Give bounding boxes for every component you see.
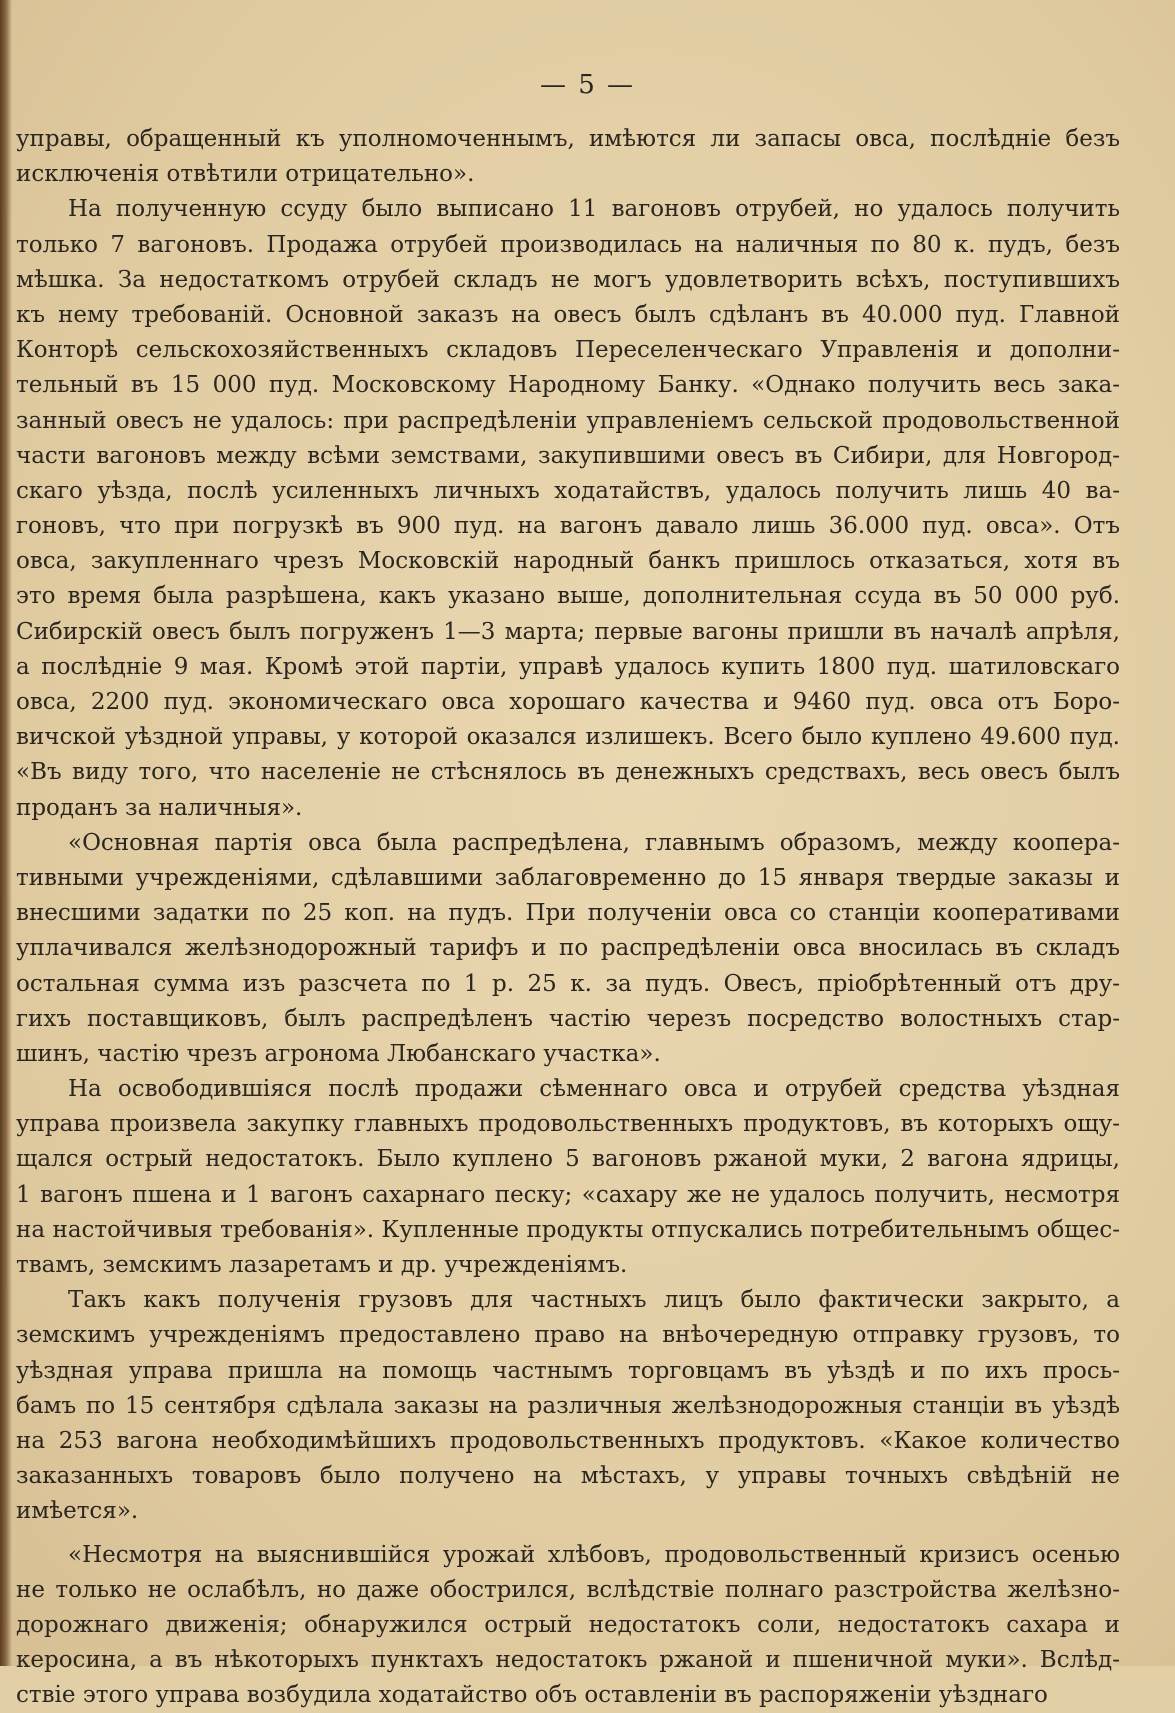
text-line: На полученную ссуду было выписано 11 вагоновъ отрубей, но удалось получить (16, 192, 1120, 227)
text-line: управы, обращенный къ уполномоченнымъ, имѣются ли запасы овса, послѣдніе безъ (16, 122, 1120, 157)
text-line: Конторѣ сельскохозяйственныхъ складовъ Переселенческаго Управленія и дополни- (16, 333, 1120, 368)
text-line: «Несмотря на выяснившійся урожай хлѣбовъ, продовольственный кризисъ осенью (16, 1538, 1120, 1573)
paragraph (16, 1283, 1120, 1529)
paragraph (16, 192, 1120, 825)
text-line: заказанныхъ товаровъ было получено на мѣстахъ, у управы точныхъ свѣдѣній не (16, 1459, 1120, 1494)
text-line: земскимъ учрежденіямъ предоставлено право на внѣочередную отправку грузовъ, то (16, 1318, 1120, 1353)
paragraph (16, 122, 1120, 192)
text-line: Такъ какъ полученія грузовъ для частныхъ лицъ было фактически закрыто, а (16, 1283, 1120, 1318)
text-line: бамъ по 15 сентября сдѣлала заказы на различныя желѣзнодорожныя станціи въ уѣздѣ (16, 1389, 1120, 1424)
text-line: управа произвела закупку главныхъ продовольственныхъ продуктовъ, въ которыхъ ощу- (16, 1107, 1120, 1142)
text-line: это время была разрѣшена, какъ указано выше, дополнительная ссуда въ 50 000 руб. (16, 579, 1120, 614)
paragraph (16, 1072, 1120, 1283)
text-line: вичской уѣздной управы, у которой оказался излишекъ. Всего было куплено 49.600 пуд. (16, 720, 1120, 755)
text-line: части вагоновъ между всѣми земствами, закупившими овесъ въ Сибири, для Новгород- (16, 439, 1120, 474)
text-line: ствіе этого управа возбудила ходатайство объ оставленіи въ распоряженіи уѣзднаго (16, 1678, 1120, 1713)
text-line: уплачивался желѣзнодорожный тарифъ и по распредѣленіи овса вносилась въ складъ (16, 931, 1120, 966)
text-line: 1 вагонъ пшена и 1 вагонъ сахарнаго песку; «сахару же не удалось получить, несмотря (16, 1178, 1120, 1213)
text-line: не только не ослабѣлъ, но даже обострился, вслѣдствіе полнаго разстройства желѣзно- (16, 1573, 1120, 1608)
page-number: — 5 — (0, 70, 1175, 100)
text-line: Сибирскій овесъ былъ погруженъ 1—3 марта; первые вагоны пришли въ началѣ апрѣля, (16, 615, 1120, 650)
text-line: шинъ, частію чрезъ агронома Любанскаго участка». (16, 1037, 1120, 1072)
text-line: «Основная партія овса была распредѣлена, главнымъ образомъ, между коопера- (16, 826, 1120, 861)
text-line: внесшими задатки по 25 коп. на пудъ. При полученіи овса со станціи кооперативами (16, 896, 1120, 931)
text-line: тельный въ 15 000 пуд. Московскому Народному Банку. «Однако получить весь зака- (16, 368, 1120, 403)
text-line: дорожнаго движенія; обнаружился острый недостатокъ соли, недостатокъ сахара и (16, 1608, 1120, 1643)
text-line: къ нему требованій. Основной заказъ на овесъ былъ сдѣланъ въ 40.000 пуд. Главной (16, 298, 1120, 333)
text-line: гихъ поставщиковъ, былъ распредѣленъ частію черезъ посредство волостныхъ стар- (16, 1002, 1120, 1037)
text-line: щался острый недостатокъ. Было куплено 5 вагоновъ ржаной муки, 2 вагона ядрицы, (16, 1142, 1120, 1177)
body-text (16, 122, 1120, 1713)
text-line: «Въ виду того, что населеніе не стѣснялось въ денежныхъ средствахъ, весь овесъ былъ (16, 755, 1120, 790)
text-line: тивными учрежденіями, сдѣлавшими заблаговременно до 15 января твердые заказы и (16, 861, 1120, 896)
text-line: имѣется». (16, 1494, 1120, 1529)
text-line: занный овесъ не удалось: при распредѣленіи управленіемъ сельской продовольственной (16, 404, 1120, 439)
text-line: только 7 вагоновъ. Продажа отрубей производилась на наличныя по 80 к. пудъ, безъ (16, 228, 1120, 263)
paragraph-gap (16, 1530, 1120, 1538)
text-line: скаго уѣзда, послѣ усиленныхъ личныхъ ходатайствъ, удалось получить лишь 40 ва- (16, 474, 1120, 509)
text-line: на настойчивыя требованія». Купленные продукты отпускались потребительнымъ общес- (16, 1213, 1120, 1248)
text-line: овса, закупленнаго чрезъ Московскій народный банкъ пришлось отказаться, хотя въ (16, 544, 1120, 579)
paragraph (16, 1538, 1120, 1713)
text-line: овса, 2200 пуд. экономическаго овса хорошаго качества и 9460 пуд. овса отъ Боро- (16, 685, 1120, 720)
book-spine-shadow (0, 0, 12, 1666)
text-line: на 253 вагона необходимѣйшихъ продовольственныхъ продуктовъ. «Какое количество (16, 1424, 1120, 1459)
text-line: остальная сумма изъ разсчета по 1 р. 25 к. за пудъ. Овесъ, пріобрѣтенный отъ дру- (16, 967, 1120, 1002)
text-line: На освободившіяся послѣ продажи сѣменнаго овса и отрубей средства уѣздная (16, 1072, 1120, 1107)
text-line: уѣздная управа пришла на помощь частнымъ торговцамъ въ уѣздѣ и по ихъ прось- (16, 1354, 1120, 1389)
text-line: проданъ за наличныя». (16, 791, 1120, 826)
text-line: а послѣдніе 9 мая. Кромѣ этой партіи, управѣ удалось купить 1800 пуд. шатиловскаго (16, 650, 1120, 685)
paragraph (16, 826, 1120, 1072)
text-line: твамъ, земскимъ лазаретамъ и др. учрежденіямъ. (16, 1248, 1120, 1283)
text-line: керосина, а въ нѣкоторыхъ пунктахъ недостатокъ ржаной и пшеничной муки». Вслѣд- (16, 1643, 1120, 1678)
text-line: гоновъ, что при погрузкѣ въ 900 пуд. на вагонъ давало лишь 36.000 пуд. овса». Отъ (16, 509, 1120, 544)
text-line: мѣшка. За недостаткомъ отрубей складъ не могъ удовлетворить всѣхъ, поступившихъ (16, 263, 1120, 298)
text-line: исключенія отвѣтили отрицательно». (16, 157, 1120, 192)
